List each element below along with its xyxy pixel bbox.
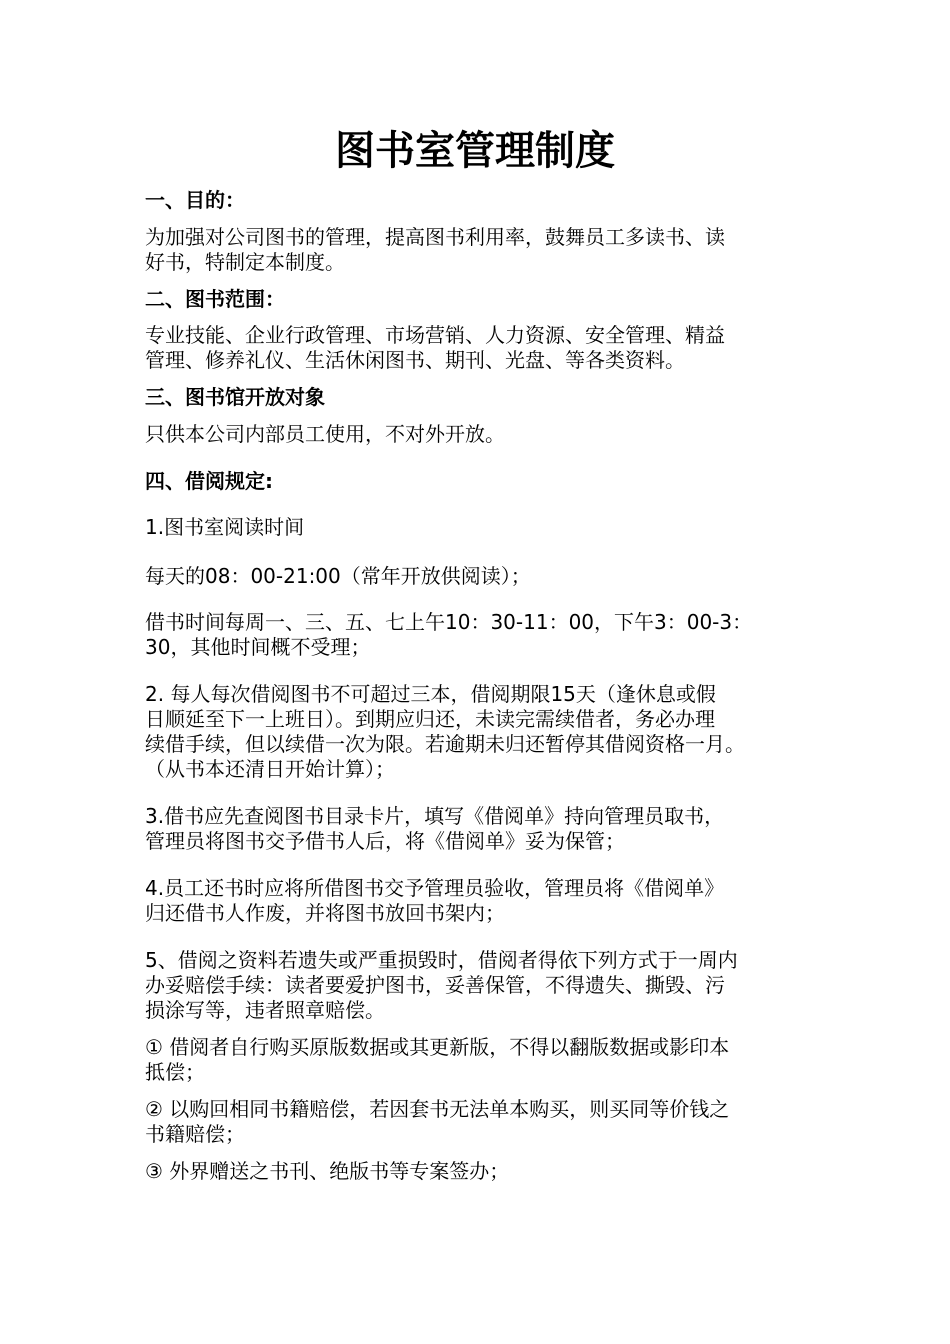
- section-body-scope: 专业技能、企业行政管理、市场营销、人力资源、安全管理、精益 管理、修养礼仪、生活休闲图书、期刊、光盘、等各类资料。: [145, 323, 725, 372]
- section-body-audience: 只供本公司内部员工使用，不对外开放。: [145, 422, 505, 446]
- section-heading-purpose: 一、目的：: [145, 188, 245, 212]
- rule-3: 3.借书应先查阅图书目录卡片，填写《借阅单》持向管理员取书， 管理员将图书交予借书人后，将《借阅单》妥为保管；: [145, 804, 725, 853]
- rule-1-borrow-time: 借书时间每周一、三、五、七上午10：30-11：00，下午3：00-3： 30，其他时间概不受理；: [145, 610, 753, 659]
- section-heading-scope: 二、图书范围：: [145, 287, 285, 311]
- compensation-item-2: ② 以购回相同书籍赔偿，若因套书无法单本购买，则买同等价钱之 书籍赔偿；: [145, 1097, 730, 1146]
- rule-1-title: 1.图书室阅读时间: [145, 515, 305, 539]
- section-body-purpose: 为加强对公司图书的管理，提高图书利用率，鼓舞员工多读书、读 好书，特制定本制度。: [145, 225, 725, 274]
- rule-2: 2. 每人每次借阅图书不可超过三本，借阅期限15天（逢休息或假 日顺延至下一上班日）。到期应归还，未读完需续借者，务必办理 续借手续，但以续借一次为限。若逾期未归还暂停其借阅资格一月。 （从书本还清日开始计算）；: [145, 682, 745, 781]
- rule-5: 5、借阅之资料若遗失或严重损毁时，借阅者得依下列方式于一周内 办妥赔偿手续：读者要爱护图书，妥善保管，不得遗失、撕毁、污 损涂写等，违者照章赔偿。: [145, 948, 738, 1022]
- section-heading-borrowing: 四、借阅规定:: [145, 469, 273, 493]
- compensation-item-1: ① 借阅者自行购买原版数据或其更新版，不得以翻版数据或影印本 抵偿；: [145, 1035, 730, 1084]
- page-title: 图书室管理制度: [335, 128, 615, 174]
- rule-1-hours: 每天的08：00-21:00（常年开放供阅读）；: [145, 564, 531, 588]
- compensation-item-3: ③ 外界赠送之书刊、绝版书等专案签办；: [145, 1159, 510, 1183]
- rule-4: 4.员工还书时应将所借图书交予管理员验收，管理员将《借阅单》 归还借书人作废，并将图书放回书架内；: [145, 876, 725, 925]
- section-heading-audience: 三、图书馆开放对象: [145, 385, 325, 409]
